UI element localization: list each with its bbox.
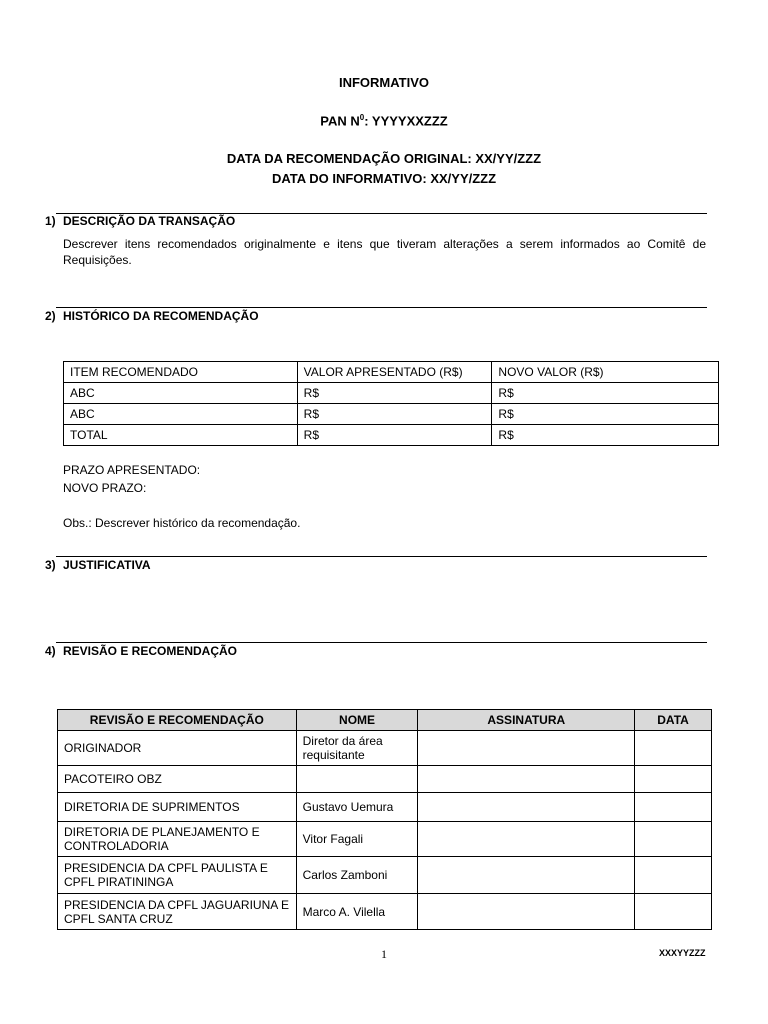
table-cell: ABC [64, 404, 298, 425]
history-table [63, 361, 719, 446]
signature-cell[interactable] [418, 857, 635, 894]
name-cell: Diretor da área requisitante [296, 731, 418, 766]
name-cell: Carlos Zamboni [296, 857, 418, 894]
header-cell: NOME [296, 710, 418, 731]
section-divider [56, 307, 707, 308]
table-header-row [64, 362, 719, 383]
name-cell: Gustavo Uemura [296, 793, 418, 822]
name-cell: Vitor Fagali [296, 822, 418, 857]
table-row [58, 857, 712, 894]
section-number: 3) [45, 558, 56, 572]
table-row [58, 731, 712, 766]
pan-number [0, 113, 768, 128]
table-row [58, 894, 712, 930]
section-title: HISTÓRICO DA RECOMENDAÇÃO [63, 309, 259, 323]
page-number: 1 [381, 947, 387, 961]
deadline-presented: PRAZO APRESENTADO: [63, 463, 201, 477]
header-cell: NOVO VALOR (R$) [492, 362, 719, 383]
table-row [58, 793, 712, 822]
document-title: INFORMATIVO [338, 75, 430, 90]
role-cell: ORIGINADOR [58, 731, 297, 766]
role-cell: PRESIDENCIA DA CPFL PAULISTA E CPFL PIRATININGA [58, 857, 297, 894]
section-title: REVISÃO E RECOMENDAÇÃO [63, 644, 238, 658]
new-deadline: NOVO PRAZO: [63, 481, 147, 495]
section-heading-history [45, 309, 259, 323]
date-cell[interactable] [635, 822, 712, 857]
pan-label: PAN N [320, 113, 360, 129]
header-cell: DATA [635, 710, 712, 731]
table-cell: R$ [492, 425, 719, 446]
section-number: 2) [45, 309, 56, 323]
date-cell[interactable] [635, 731, 712, 766]
table-row [58, 766, 712, 793]
section-title: JUSTIFICATIVA [63, 558, 151, 572]
observation: Obs.: Descrever histórico da recomendação. [63, 516, 301, 530]
role-cell: PRESIDENCIA DA CPFL JAGUARIUNA E CPFL SANTA CRUZ [58, 894, 297, 930]
header-cell: REVISÃO E RECOMENDAÇÃO [58, 710, 297, 731]
table-cell: R$ [492, 404, 719, 425]
role-cell: PACOTEIRO OBZ [58, 766, 297, 793]
section-divider [56, 556, 707, 557]
header-cell: ITEM RECOMENDADO [64, 362, 298, 383]
table-cell: R$ [297, 383, 492, 404]
table-row [64, 404, 719, 425]
table-cell: R$ [492, 383, 719, 404]
section-divider [56, 642, 707, 643]
signature-cell[interactable] [418, 793, 635, 822]
original-recommendation-date: DATA DA RECOMENDAÇÃO ORIGINAL: XX/YY/ZZZ [226, 151, 542, 166]
section-number: 1) [45, 214, 56, 228]
date-cell[interactable] [635, 857, 712, 894]
role-cell: DIRETORIA DE SUPRIMENTOS [58, 793, 297, 822]
signature-cell[interactable] [418, 731, 635, 766]
section-number: 4) [45, 644, 56, 658]
document-code: XXXYYZZZ [659, 948, 706, 958]
description-text: Descrever itens recomendados originalmente e itens que tiveram alterações a serem informados ao Comitê de Requisições. [63, 237, 706, 267]
signature-cell[interactable] [418, 822, 635, 857]
name-cell: Marco A. Vilella [296, 894, 418, 930]
informative-date: DATA DO INFORMATIVO: XX/YY/ZZZ [271, 171, 497, 186]
name-cell [296, 766, 418, 793]
signature-cell[interactable] [418, 894, 635, 930]
date-cell[interactable] [635, 766, 712, 793]
section-heading-description [45, 214, 235, 228]
table-cell: R$ [297, 404, 492, 425]
table-cell: TOTAL [64, 425, 298, 446]
table-header-row [58, 710, 712, 731]
role-cell: DIRETORIA DE PLANEJAMENTO E CONTROLADORIA [58, 822, 297, 857]
signature-cell[interactable] [418, 766, 635, 793]
pan-value: : YYYYXXZZZ [364, 113, 448, 129]
pan-superscript: 0 [359, 113, 365, 122]
header-cell: ASSINATURA [418, 710, 635, 731]
table-row [58, 822, 712, 857]
table-row [64, 425, 719, 446]
table-row [64, 383, 719, 404]
table-cell: ABC [64, 383, 298, 404]
header-cell: VALOR APRESENTADO (R$) [297, 362, 492, 383]
section-heading-justification [45, 558, 151, 572]
section-title: DESCRIÇÃO DA TRANSAÇÃO [63, 214, 236, 228]
table-cell: R$ [297, 425, 492, 446]
date-cell[interactable] [635, 793, 712, 822]
review-table [57, 709, 712, 930]
section-heading-review [45, 644, 237, 658]
date-cell[interactable] [635, 894, 712, 930]
